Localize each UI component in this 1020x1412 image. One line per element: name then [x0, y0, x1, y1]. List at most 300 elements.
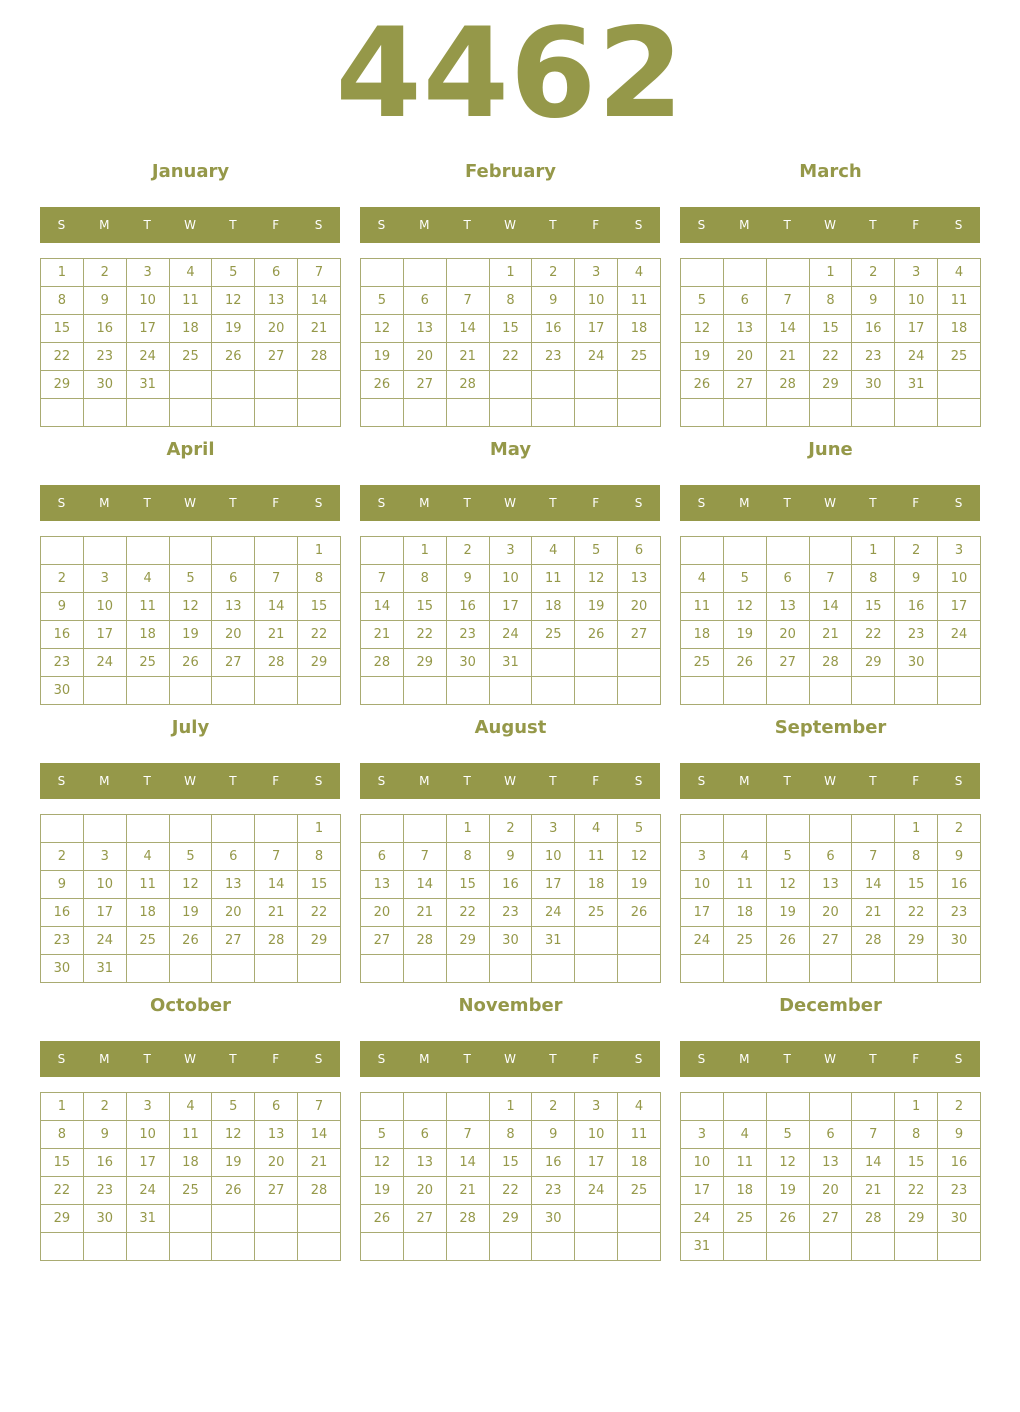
day-cell: 17 [490, 593, 533, 621]
day-cell: 11 [724, 1149, 767, 1177]
day-cell: 6 [724, 287, 767, 315]
empty-cell [895, 399, 938, 427]
day-cell: 7 [298, 259, 341, 287]
empty-cell [361, 399, 404, 427]
day-cell: 16 [447, 593, 490, 621]
day-cell: 8 [490, 287, 533, 315]
day-cell: 30 [84, 371, 127, 399]
empty-cell [404, 259, 447, 287]
empty-cell [618, 927, 661, 955]
day-cell: 22 [490, 1177, 533, 1205]
day-cell: 18 [618, 315, 661, 343]
day-cell: 24 [532, 899, 575, 927]
empty-cell [532, 1233, 575, 1261]
day-cell: 25 [170, 343, 213, 371]
day-cell: 16 [490, 871, 533, 899]
day-cell: 26 [618, 899, 661, 927]
day-cell: 23 [41, 649, 84, 677]
day-cell: 19 [212, 1149, 255, 1177]
day-cell: 24 [84, 649, 127, 677]
empty-cell [361, 1093, 404, 1121]
day-cell: 29 [895, 927, 938, 955]
weekday-label: F [592, 774, 600, 788]
weekday-label: W [824, 1052, 836, 1066]
day-cell: 15 [41, 1149, 84, 1177]
day-cell: 15 [298, 871, 341, 899]
day-cell: 25 [532, 621, 575, 649]
day-cell: 21 [361, 621, 404, 649]
month-name: March [799, 161, 862, 182]
day-cell: 8 [852, 565, 895, 593]
empty-cell [84, 1233, 127, 1261]
day-cell: 22 [41, 343, 84, 371]
day-cell: 26 [170, 649, 213, 677]
day-cell: 2 [532, 1093, 575, 1121]
weekday-label: T [229, 1052, 237, 1066]
day-cell: 30 [490, 927, 533, 955]
weekday-label: M [419, 1052, 430, 1066]
day-cell: 20 [404, 343, 447, 371]
empty-cell [938, 955, 981, 983]
empty-cell [852, 1233, 895, 1261]
day-cell: 20 [255, 315, 298, 343]
weekday-label: M [99, 1052, 110, 1066]
day-cell: 4 [724, 843, 767, 871]
day-cell: 15 [298, 593, 341, 621]
day-cell: 15 [490, 315, 533, 343]
day-cell: 11 [724, 871, 767, 899]
day-cell: 13 [767, 593, 810, 621]
weekday-label: T [463, 218, 471, 232]
day-cell: 27 [618, 621, 661, 649]
day-cell: 5 [212, 259, 255, 287]
weekday-label: M [739, 774, 750, 788]
day-cell: 30 [41, 955, 84, 983]
empty-cell [84, 677, 127, 705]
weekday-header [40, 763, 340, 799]
day-cell: 3 [490, 537, 533, 565]
weekday-label: S [57, 496, 66, 510]
day-cell: 21 [447, 343, 490, 371]
weekday-header [40, 485, 340, 521]
day-cell: 14 [361, 593, 404, 621]
day-cell: 24 [127, 343, 170, 371]
weekday-label: M [419, 496, 430, 510]
month-september [680, 716, 981, 986]
weekday-header [680, 1041, 980, 1077]
weekday-label: F [912, 1052, 920, 1066]
weekday-label: S [377, 218, 386, 232]
day-cell: 23 [938, 1177, 981, 1205]
month-july [40, 716, 341, 986]
empty-cell [618, 955, 661, 983]
empty-cell [810, 815, 853, 843]
weekday-header [40, 1041, 340, 1077]
day-cell: 10 [84, 871, 127, 899]
day-cell: 24 [681, 1205, 724, 1233]
day-cell: 28 [298, 1177, 341, 1205]
month-august [360, 716, 661, 986]
day-cell: 1 [490, 259, 533, 287]
empty-cell [361, 537, 404, 565]
day-cell: 2 [938, 815, 981, 843]
month-name: June [808, 439, 853, 460]
day-cell: 21 [255, 621, 298, 649]
day-cell: 6 [404, 287, 447, 315]
day-cell: 4 [532, 537, 575, 565]
day-cell: 5 [361, 1121, 404, 1149]
day-cell: 13 [404, 315, 447, 343]
day-cell: 19 [767, 899, 810, 927]
empty-cell [84, 399, 127, 427]
day-cell: 1 [810, 259, 853, 287]
day-cell: 2 [532, 259, 575, 287]
day-cell: 19 [724, 621, 767, 649]
empty-cell [127, 815, 170, 843]
day-cell: 25 [724, 927, 767, 955]
empty-cell [810, 955, 853, 983]
day-cell: 13 [255, 287, 298, 315]
weekday-label: T [229, 496, 237, 510]
day-cell: 1 [298, 537, 341, 565]
empty-cell [618, 399, 661, 427]
day-grid [360, 814, 661, 983]
day-cell: 23 [852, 343, 895, 371]
day-cell: 26 [724, 649, 767, 677]
empty-cell [361, 677, 404, 705]
day-cell: 18 [532, 593, 575, 621]
day-cell: 9 [532, 287, 575, 315]
day-cell: 4 [575, 815, 618, 843]
day-cell: 28 [852, 1205, 895, 1233]
day-cell: 6 [255, 1093, 298, 1121]
day-cell: 27 [404, 371, 447, 399]
empty-cell [724, 259, 767, 287]
day-cell: 10 [895, 287, 938, 315]
weekday-label: M [739, 218, 750, 232]
day-cell: 9 [938, 1121, 981, 1149]
weekday-label: T [783, 496, 791, 510]
day-cell: 12 [618, 843, 661, 871]
empty-cell [810, 1233, 853, 1261]
day-cell: 26 [170, 927, 213, 955]
day-cell: 13 [255, 1121, 298, 1149]
weekday-header [360, 485, 660, 521]
day-grid [40, 1092, 341, 1261]
empty-cell [170, 815, 213, 843]
day-grid [360, 258, 661, 427]
weekday-label: W [824, 218, 836, 232]
weekday-label: T [783, 774, 791, 788]
day-cell: 1 [852, 537, 895, 565]
day-cell: 31 [681, 1233, 724, 1261]
empty-cell [724, 537, 767, 565]
day-cell: 15 [490, 1149, 533, 1177]
weekday-label: S [634, 218, 643, 232]
empty-cell [170, 371, 213, 399]
day-cell: 21 [298, 315, 341, 343]
day-cell: 29 [895, 1205, 938, 1233]
empty-cell [681, 537, 724, 565]
day-cell: 25 [724, 1205, 767, 1233]
empty-cell [127, 955, 170, 983]
day-cell: 28 [255, 649, 298, 677]
weekday-label: F [912, 774, 920, 788]
day-cell: 13 [724, 315, 767, 343]
empty-cell [170, 1233, 213, 1261]
day-cell: 8 [298, 565, 341, 593]
empty-cell [852, 1093, 895, 1121]
day-cell: 7 [255, 843, 298, 871]
day-cell: 16 [532, 1149, 575, 1177]
empty-cell [212, 1205, 255, 1233]
empty-cell [255, 1205, 298, 1233]
day-cell: 13 [361, 871, 404, 899]
day-grid [40, 536, 341, 705]
day-cell: 29 [447, 927, 490, 955]
day-cell: 10 [532, 843, 575, 871]
weekday-label: F [912, 218, 920, 232]
month-march [680, 160, 981, 430]
weekday-label: T [869, 218, 877, 232]
weekday-label: F [592, 1052, 600, 1066]
weekday-label: W [504, 496, 516, 510]
day-cell: 21 [852, 899, 895, 927]
day-cell: 14 [447, 1149, 490, 1177]
weekday-label: S [314, 774, 323, 788]
day-cell: 17 [84, 621, 127, 649]
day-cell: 24 [84, 927, 127, 955]
day-grid [40, 814, 341, 983]
day-cell: 5 [170, 843, 213, 871]
day-cell: 18 [170, 1149, 213, 1177]
day-cell: 27 [810, 1205, 853, 1233]
day-cell: 7 [255, 565, 298, 593]
empty-cell [852, 815, 895, 843]
weekday-label: T [549, 774, 557, 788]
day-cell: 5 [767, 1121, 810, 1149]
day-cell: 13 [212, 871, 255, 899]
empty-cell [810, 1093, 853, 1121]
weekday-label: M [739, 1052, 750, 1066]
empty-cell [852, 677, 895, 705]
month-name: May [489, 439, 532, 460]
day-cell: 27 [255, 1177, 298, 1205]
day-cell: 10 [938, 565, 981, 593]
day-cell: 30 [41, 677, 84, 705]
weekday-label: T [783, 1052, 791, 1066]
weekday-label: S [634, 1052, 643, 1066]
day-cell: 8 [41, 1121, 84, 1149]
empty-cell [490, 677, 533, 705]
day-grid [680, 1092, 981, 1261]
day-cell: 16 [532, 315, 575, 343]
empty-cell [447, 955, 490, 983]
day-cell: 25 [681, 649, 724, 677]
empty-cell [852, 955, 895, 983]
weekday-label: M [419, 774, 430, 788]
day-cell: 6 [212, 565, 255, 593]
day-cell: 13 [810, 871, 853, 899]
day-cell: 20 [212, 899, 255, 927]
day-cell: 23 [490, 899, 533, 927]
empty-cell [575, 1205, 618, 1233]
day-cell: 15 [404, 593, 447, 621]
empty-cell [724, 815, 767, 843]
month-name: August [474, 717, 547, 738]
day-cell: 26 [212, 1177, 255, 1205]
empty-cell [938, 677, 981, 705]
day-cell: 14 [298, 1121, 341, 1149]
day-cell: 11 [618, 287, 661, 315]
empty-cell [41, 399, 84, 427]
empty-cell [618, 1233, 661, 1261]
day-cell: 10 [127, 287, 170, 315]
day-cell: 10 [681, 871, 724, 899]
weekday-label: S [314, 1052, 323, 1066]
empty-cell [361, 259, 404, 287]
day-cell: 9 [895, 565, 938, 593]
empty-cell [618, 677, 661, 705]
day-cell: 10 [575, 1121, 618, 1149]
month-february [360, 160, 661, 430]
day-cell: 16 [852, 315, 895, 343]
month-name: February [464, 161, 557, 182]
weekday-label: F [272, 218, 280, 232]
day-cell: 1 [895, 815, 938, 843]
day-cell: 2 [490, 815, 533, 843]
day-cell: 26 [361, 371, 404, 399]
weekday-label: M [739, 496, 750, 510]
empty-cell [681, 677, 724, 705]
empty-cell [212, 815, 255, 843]
day-cell: 12 [724, 593, 767, 621]
day-cell: 28 [298, 343, 341, 371]
day-cell: 6 [767, 565, 810, 593]
day-cell: 23 [41, 927, 84, 955]
day-cell: 15 [810, 315, 853, 343]
day-cell: 18 [170, 315, 213, 343]
day-cell: 4 [618, 1093, 661, 1121]
day-cell: 14 [852, 1149, 895, 1177]
day-cell: 19 [361, 1177, 404, 1205]
weekday-header [360, 207, 660, 243]
day-cell: 22 [404, 621, 447, 649]
day-grid [360, 1092, 661, 1261]
day-cell: 6 [618, 537, 661, 565]
empty-cell [724, 1233, 767, 1261]
empty-cell [255, 371, 298, 399]
empty-cell [532, 955, 575, 983]
empty-cell [532, 677, 575, 705]
day-cell: 12 [361, 315, 404, 343]
day-cell: 20 [810, 1177, 853, 1205]
day-cell: 21 [767, 343, 810, 371]
day-cell: 20 [618, 593, 661, 621]
day-cell: 5 [361, 287, 404, 315]
weekday-label: W [184, 1052, 196, 1066]
empty-cell [575, 649, 618, 677]
day-cell: 7 [298, 1093, 341, 1121]
day-cell: 12 [681, 315, 724, 343]
day-cell: 18 [618, 1149, 661, 1177]
day-cell: 24 [127, 1177, 170, 1205]
day-cell: 7 [852, 843, 895, 871]
day-cell: 22 [895, 899, 938, 927]
day-cell: 12 [767, 871, 810, 899]
day-cell: 12 [361, 1149, 404, 1177]
day-cell: 20 [810, 899, 853, 927]
day-cell: 18 [127, 621, 170, 649]
day-cell: 16 [938, 871, 981, 899]
day-cell: 14 [255, 871, 298, 899]
day-cell: 6 [810, 843, 853, 871]
day-cell: 30 [532, 1205, 575, 1233]
weekday-header [680, 763, 980, 799]
day-cell: 15 [41, 315, 84, 343]
day-cell: 16 [84, 1149, 127, 1177]
day-cell: 12 [767, 1149, 810, 1177]
empty-cell [255, 1233, 298, 1261]
day-cell: 14 [298, 287, 341, 315]
empty-cell [41, 815, 84, 843]
empty-cell [404, 815, 447, 843]
empty-cell [938, 399, 981, 427]
empty-cell [170, 677, 213, 705]
weekday-label: F [912, 496, 920, 510]
day-cell: 11 [575, 843, 618, 871]
empty-cell [767, 677, 810, 705]
day-cell: 4 [170, 1093, 213, 1121]
empty-cell [681, 399, 724, 427]
day-cell: 19 [212, 315, 255, 343]
empty-cell [938, 1233, 981, 1261]
weekday-label: T [549, 218, 557, 232]
day-cell: 22 [490, 343, 533, 371]
empty-cell [255, 955, 298, 983]
day-cell: 9 [84, 287, 127, 315]
day-cell: 22 [895, 1177, 938, 1205]
month-name: September [774, 717, 887, 738]
day-cell: 4 [618, 259, 661, 287]
empty-cell [127, 537, 170, 565]
empty-cell [41, 537, 84, 565]
empty-cell [724, 955, 767, 983]
day-cell: 20 [404, 1177, 447, 1205]
day-cell: 17 [532, 871, 575, 899]
empty-cell [618, 649, 661, 677]
empty-cell [938, 371, 981, 399]
empty-cell [575, 955, 618, 983]
weekday-label: S [697, 1052, 706, 1066]
day-cell: 22 [298, 899, 341, 927]
weekday-label: T [869, 496, 877, 510]
month-june [680, 438, 981, 708]
day-cell: 15 [852, 593, 895, 621]
weekday-header [360, 1041, 660, 1077]
empty-cell [298, 371, 341, 399]
weekday-label: S [377, 1052, 386, 1066]
day-cell: 23 [895, 621, 938, 649]
weekday-label: S [57, 1052, 66, 1066]
day-cell: 5 [767, 843, 810, 871]
empty-cell [724, 1093, 767, 1121]
day-cell: 11 [532, 565, 575, 593]
weekday-label: S [697, 496, 706, 510]
weekday-label: W [504, 218, 516, 232]
day-cell: 31 [895, 371, 938, 399]
day-cell: 14 [447, 315, 490, 343]
